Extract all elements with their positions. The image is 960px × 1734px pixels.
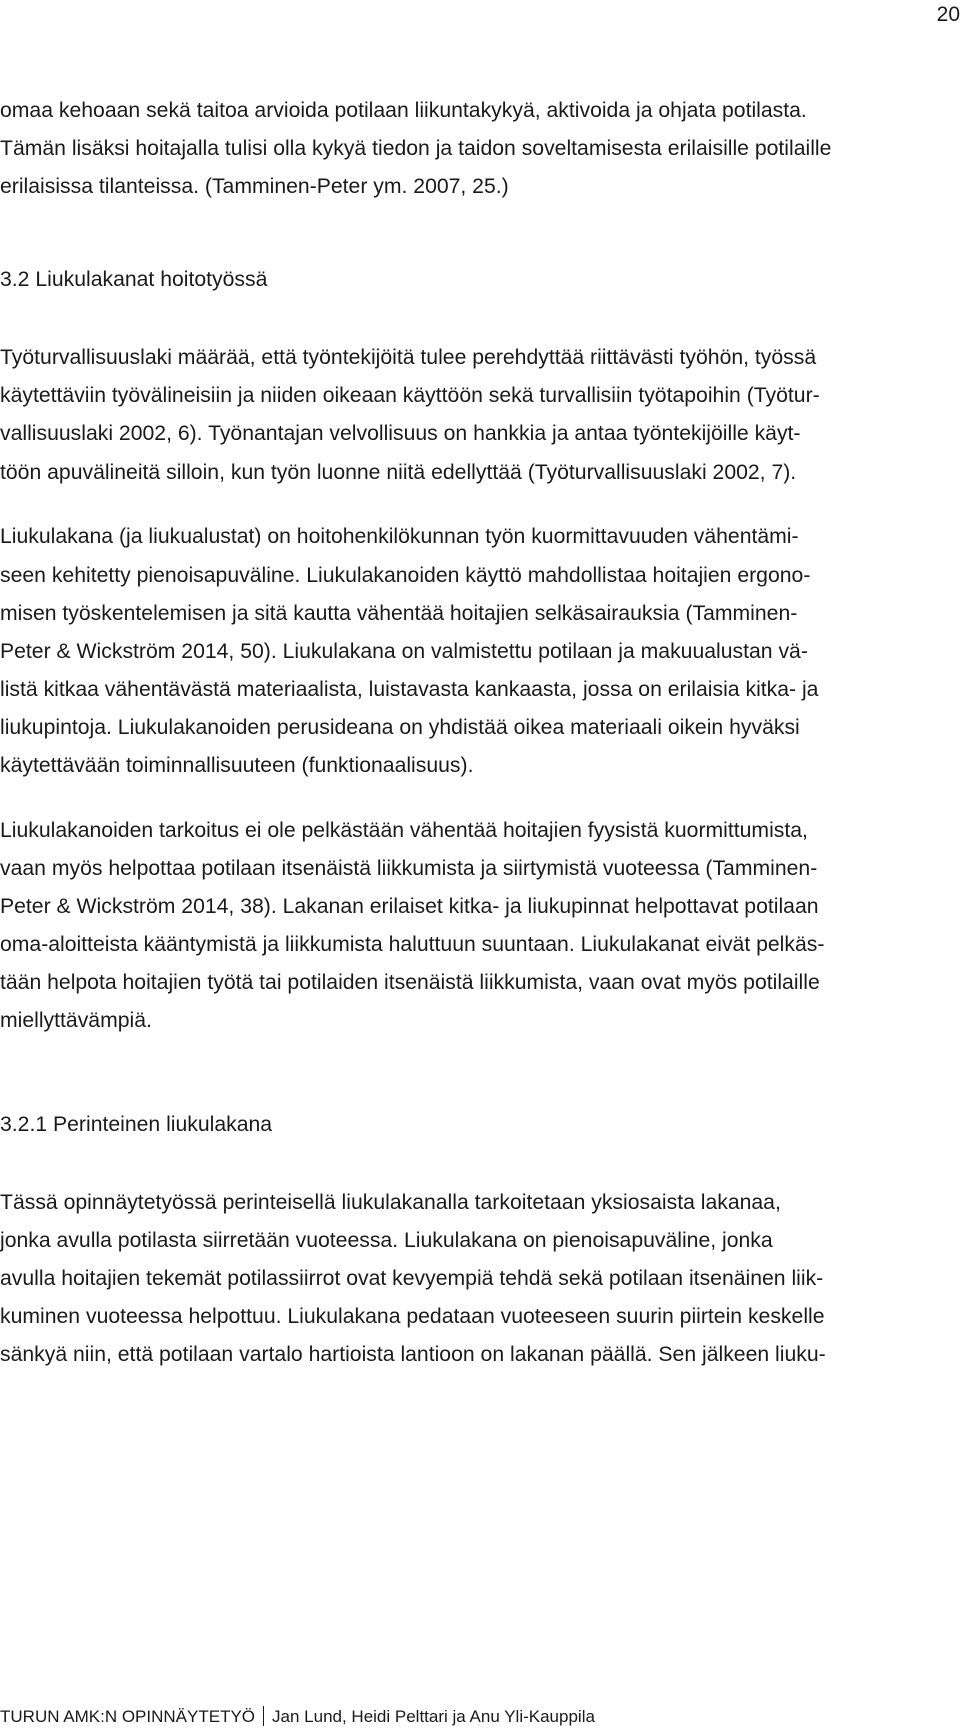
section-3-2-p1-line-3: vallisuuslaki 2002, 6). Työnantajan velvollisuus on hankkia ja antaa työntekijöille käyt- xyxy=(0,422,801,445)
page-number: 20 xyxy=(936,3,960,26)
intro-line-1: omaa kehoaan sekä taitoa arvioida potilaan liikuntakykyä, aktivoida ja ohjata potilasta. xyxy=(0,99,807,122)
section-3-2-p2-line-6: liukupintoja. Liukulakanoiden perusideana on yhdistää oikea materiaali oikein hyväksi xyxy=(0,716,800,739)
section-3-2-p2-line-2: seen kehitetty pienoisapuväline. Liukulakanoiden käyttö mahdollistaa hoitajien ergono- xyxy=(0,564,811,587)
footer-institution: TURUN AMK:N OPINNÄYTETYÖ xyxy=(0,1707,256,1726)
section-3-2-p1-line-2: käytettäviin työvälineisiin ja niiden oikeaan käyttöön sekä turvallisiin työtapoihin (Työtur- xyxy=(0,384,820,407)
section-3-2-p3-line-6: miellyttävämpiä. xyxy=(0,1009,152,1032)
section-3-2-p3-line-3: Peter & Wickström 2014, 38). Lakanan erilaiset kitka- ja liukupinnat helpottavat potilaan xyxy=(0,895,819,918)
section-3-2-1-p1-line-3: avulla hoitajien tekemät potilassiirrot ovat kevyempiä tehdä sekä potilaan itsenäinen liik- xyxy=(0,1267,824,1290)
section-3-2-1-p1-line-5: sänkyä niin, että potilaan vartalo hartioista lantioon on lakanan päällä. Sen jälkeen liuku- xyxy=(0,1343,826,1366)
footer-authors: Jan Lund, Heidi Pelttari ja Anu Yli-Kauppila xyxy=(272,1707,595,1726)
section-3-2-p2-line-4: Peter & Wickström 2014, 50). Liukulakana on valmistettu potilaan ja makuualustan vä- xyxy=(0,640,808,663)
footer-separator xyxy=(263,1706,264,1726)
section-3-2-1-p1-line-2: jonka avulla potilasta siirretään vuoteessa. Liukulakana on pienoisapuväline, jonka xyxy=(0,1229,773,1252)
section-3-2-p2-line-3: misen työskentelemisen ja sitä kautta vähentää hoitajien selkäsairauksia (Tamminen- xyxy=(0,602,798,625)
section-3-2-p1-line-4: töön apuvälineitä silloin, kun työn luonne niitä edellyttää (Työturvallisuuslaki 2002, 7). xyxy=(0,461,797,484)
section-3-2-p3-line-5: tään helpota hoitajien työtä tai potilaiden itsenäistä liikkumista, vaan ovat myös potilaille xyxy=(0,971,820,994)
section-3-2-1-p1-line-4: kuminen vuoteessa helpottuu. Liukulakana pedataan vuoteeseen suurin piirtein keskelle xyxy=(0,1305,825,1328)
section-3-2-p3-line-1: Liukulakanoiden tarkoitus ei ole pelkästään vähentää hoitajien fyysistä kuormittumista, xyxy=(0,819,808,842)
page-footer xyxy=(0,1706,595,1728)
section-3-2-p3-line-2: vaan myös helpottaa potilaan itsenäistä liikkumista ja siirtymistä vuoteessa (Tamminen- xyxy=(0,857,818,880)
section-3-2-p2-line-1: Liukulakana (ja liukualustat) on hoitohenkilökunnan työn kuormittavuuden vähentämi- xyxy=(0,525,799,548)
intro-line-2: Tämän lisäksi hoitajalla tulisi olla kykyä tiedon ja taidon soveltamisesta erilaisille potilaille xyxy=(0,137,832,160)
section-3-2-p3-line-4: oma-aloitteista kääntymistä ja liikkumista haluttuun suuntaan. Liukulakanat eivät pelkäs- xyxy=(0,933,825,956)
section-heading-3-2-1: 3.2.1 Perinteinen liukulakana xyxy=(0,1113,273,1136)
intro-line-3: erilaisissa tilanteissa. (Tamminen-Peter ym. 2007, 25.) xyxy=(0,175,509,198)
section-3-2-p2-line-5: listä kitkaa vähentävästä materiaalista, luistavasta kankaasta, jossa on erilaisia kitka- ja xyxy=(0,678,819,701)
section-3-2-p2-line-7: käytettävään toiminnallisuuteen (funktionaalisuus). xyxy=(0,754,474,777)
section-3-2-p1-line-1: Työturvallisuuslaki määrää, että työntekijöitä tulee perehdyttää riittävästi työhön, työssä xyxy=(0,346,817,369)
section-heading-3-2: 3.2 Liukulakanat hoitotyössä xyxy=(0,268,268,291)
section-3-2-1-p1-line-1: Tässä opinnäytetyössä perinteisellä liukulakanalla tarkoitetaan yksiosaista lakanaa, xyxy=(0,1191,781,1214)
